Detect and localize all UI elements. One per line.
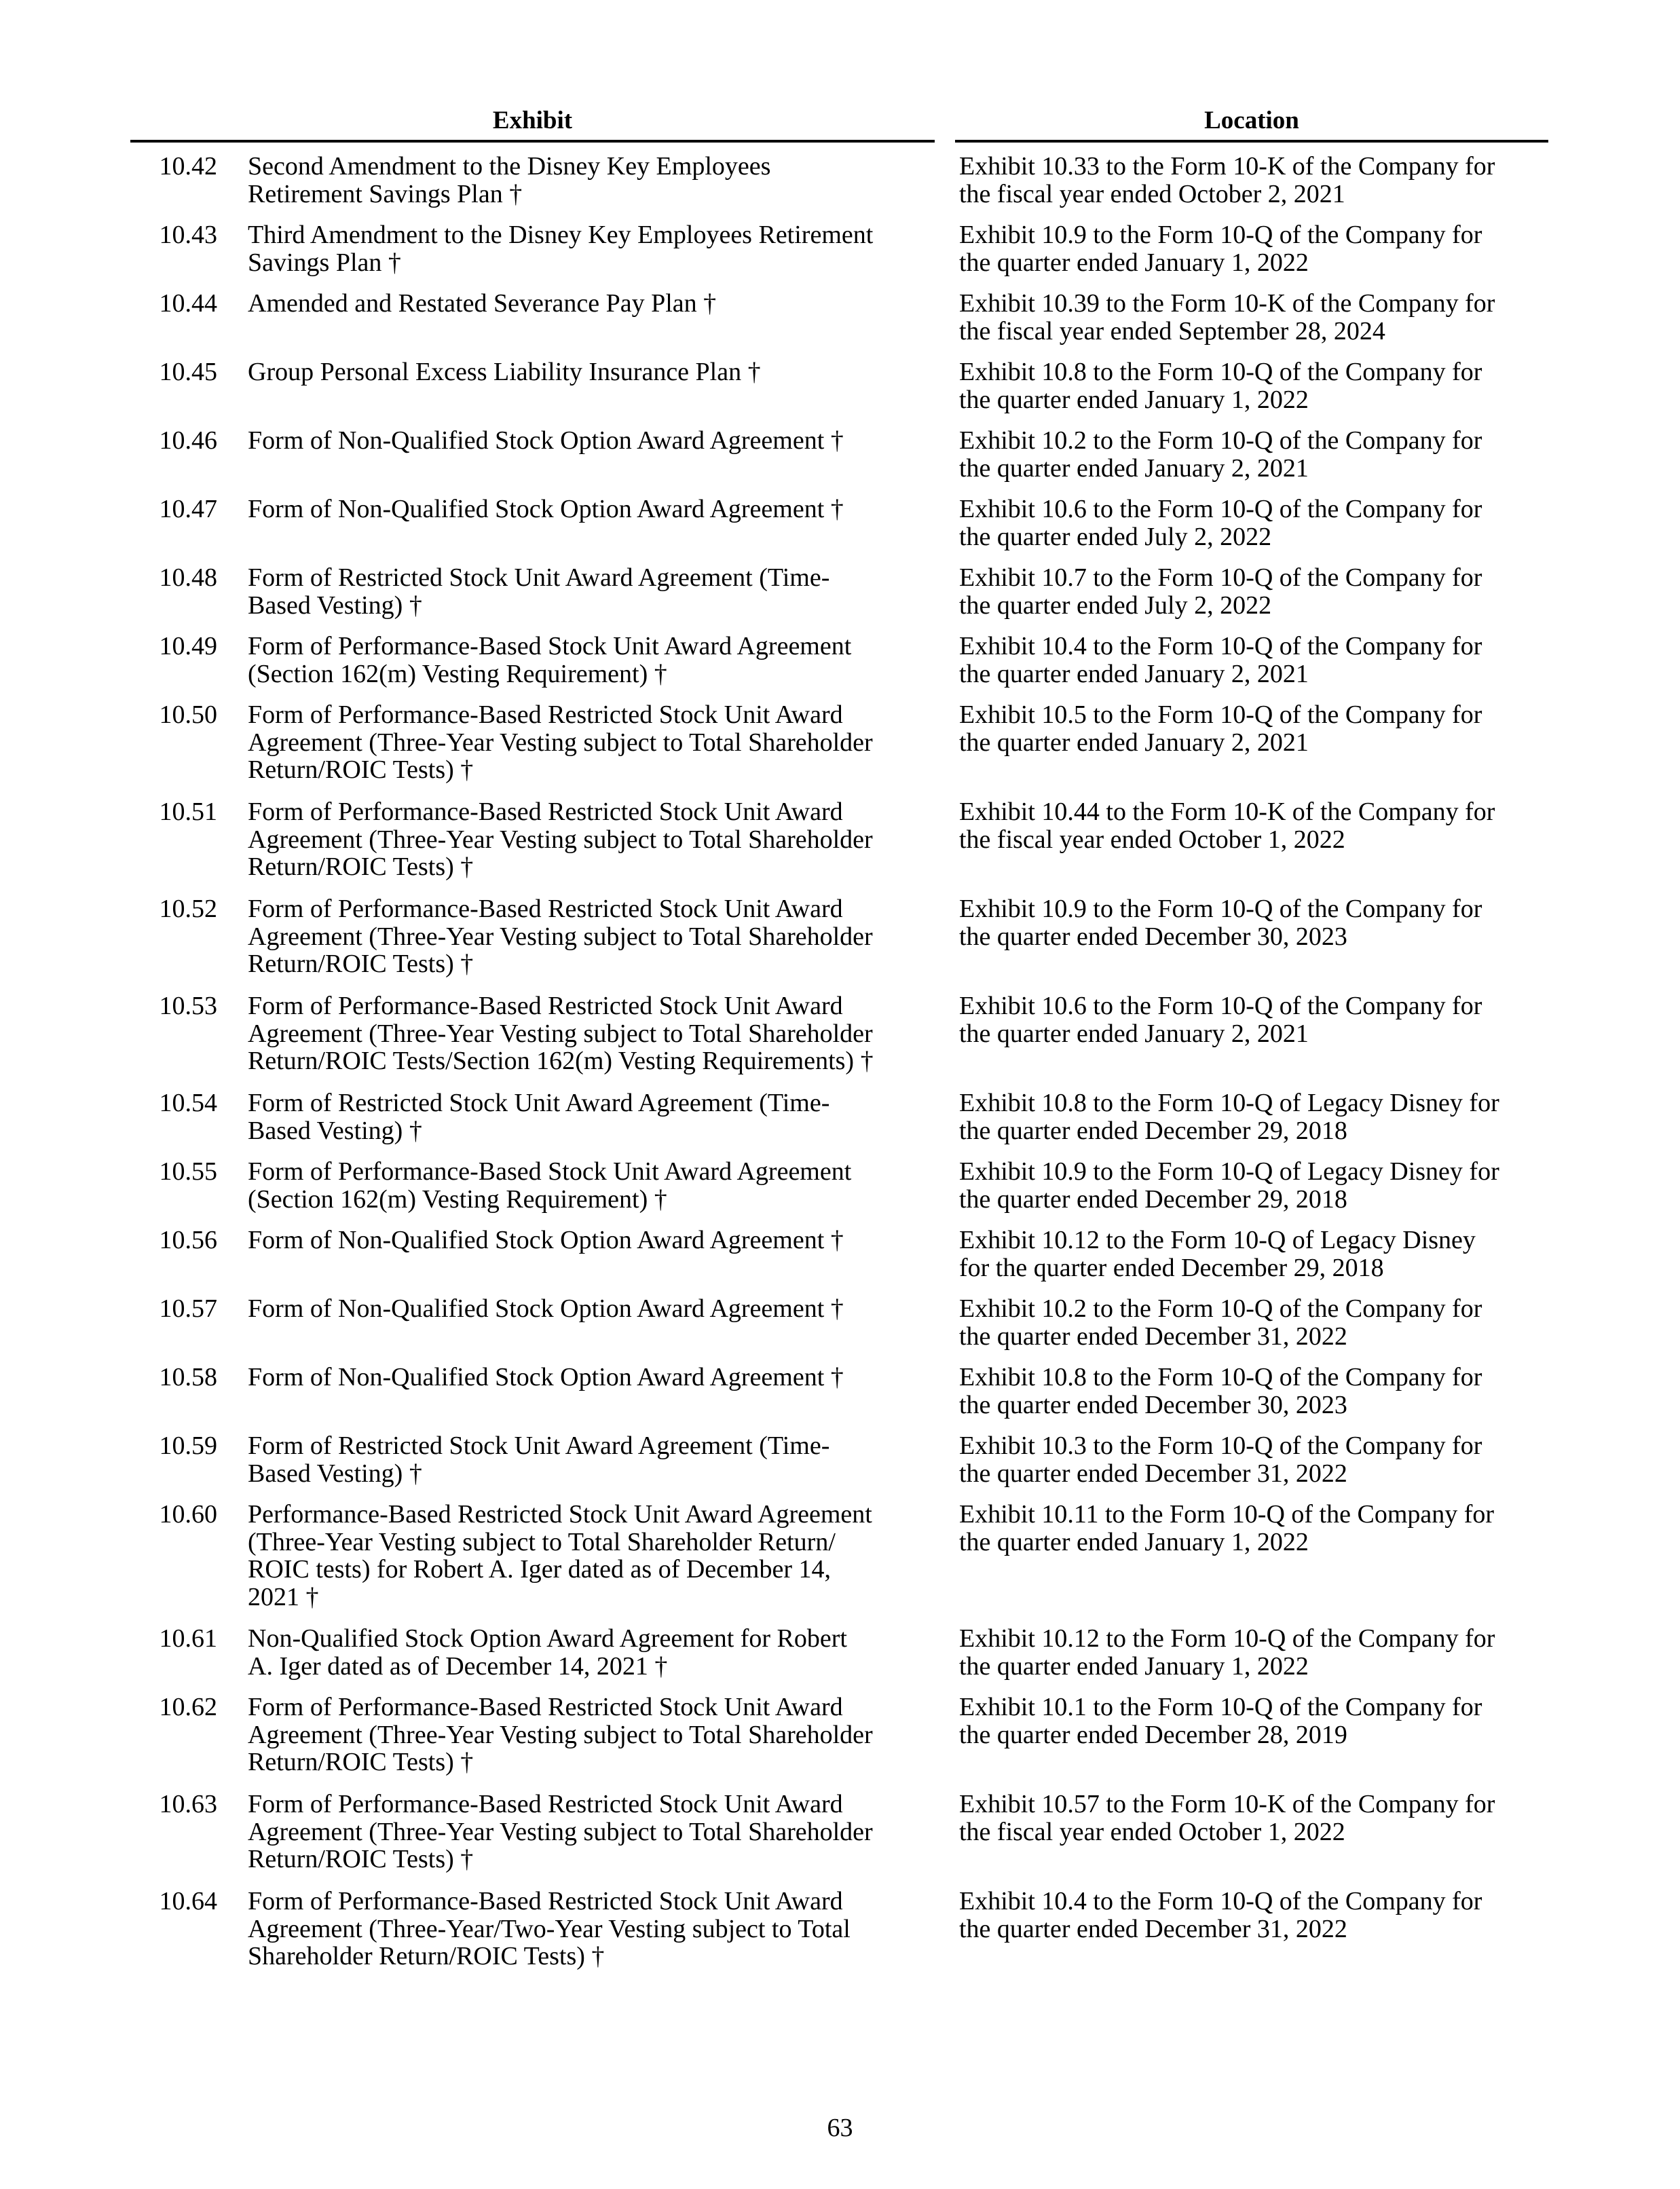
- location-line: the quarter ended December 31, 2022: [959, 1322, 1347, 1351]
- description-line: Return/ROIC Tests) †: [248, 1845, 474, 1873]
- description-line: Form of Performance-Based Restricted Stock Unit Award: [248, 700, 843, 729]
- exhibit-description: [248, 1432, 940, 1487]
- exhibit-number: 10.59: [159, 1432, 217, 1460]
- description-line: Savings Plan †: [248, 248, 401, 277]
- exhibit-location: [959, 1625, 1556, 1680]
- exhibit-number: 10.55: [159, 1157, 217, 1186]
- exhibit-number: 10.50: [159, 700, 217, 729]
- exhibit-location: [959, 495, 1556, 550]
- exhibit-location: [959, 701, 1556, 756]
- header-rule-exhibit: [130, 140, 935, 143]
- description-line: Group Personal Excess Liability Insurance Plan †: [248, 358, 761, 386]
- location-line: Exhibit 10.4 to the Form 10-Q of the Company for: [959, 632, 1482, 660]
- description-line: Based Vesting) †: [248, 591, 422, 620]
- location-line: Exhibit 10.1 to the Form 10-Q of the Company for: [959, 1693, 1482, 1721]
- description-line: Based Vesting) †: [248, 1459, 422, 1488]
- location-line: Exhibit 10.7 to the Form 10-Q of the Company for: [959, 563, 1482, 592]
- description-line: (Section 162(m) Vesting Requirement) †: [248, 659, 667, 688]
- exhibit-number: 10.46: [159, 426, 217, 455]
- exhibit-number: 10.51: [159, 798, 217, 826]
- location-line: Exhibit 10.44 to the Form 10-K of the Company for: [959, 798, 1495, 826]
- description-line: Return/ROIC Tests) †: [248, 755, 474, 784]
- exhibit-number: 10.54: [159, 1089, 217, 1117]
- location-line: Exhibit 10.33 to the Form 10-K of the Company for: [959, 152, 1495, 181]
- location-line: Exhibit 10.4 to the Form 10-Q of the Company for: [959, 1887, 1482, 1915]
- location-line: Exhibit 10.39 to the Form 10-K of the Company for: [959, 289, 1495, 318]
- location-line: Exhibit 10.5 to the Form 10-Q of the Company for: [959, 700, 1482, 729]
- exhibit-location: [959, 1888, 1556, 1943]
- exhibit-location: [959, 153, 1556, 208]
- exhibit-description: [248, 1295, 940, 1323]
- exhibit-description: [248, 701, 940, 784]
- location-line: Exhibit 10.12 to the Form 10-Q of Legacy Disney: [959, 1226, 1476, 1254]
- description-line: 2021 †: [248, 1582, 319, 1611]
- exhibit-location: [959, 992, 1556, 1047]
- location-line: Exhibit 10.3 to the Form 10-Q of the Company for: [959, 1432, 1482, 1460]
- exhibit-location: [959, 1364, 1556, 1419]
- location-line: the quarter ended December 31, 2022: [959, 1459, 1347, 1488]
- exhibit-location: [959, 1432, 1556, 1487]
- description-line: Form of Performance-Based Restricted Stock Unit Award: [248, 895, 843, 923]
- exhibit-description: [248, 1888, 940, 1970]
- exhibit-location: [959, 1295, 1556, 1350]
- exhibit-description: [248, 1227, 940, 1254]
- location-line: Exhibit 10.11 to the Form 10-Q of the Company for: [959, 1500, 1495, 1529]
- location-line: the quarter ended December 30, 2023: [959, 922, 1347, 951]
- description-line: Form of Performance-Based Restricted Stock Unit Award: [248, 1790, 843, 1818]
- description-line: Third Amendment to the Disney Key Employees Retirement: [248, 221, 874, 249]
- column-header-location: Location: [1204, 107, 1299, 134]
- exhibit-location: [959, 1694, 1556, 1748]
- exhibit-number: 10.48: [159, 563, 217, 592]
- description-line: Form of Performance-Based Restricted Stock Unit Award: [248, 1887, 843, 1915]
- location-line: the fiscal year ended October 1, 2022: [959, 1817, 1345, 1846]
- exhibit-location: [959, 564, 1556, 619]
- location-line: the quarter ended July 2, 2022: [959, 522, 1272, 551]
- description-line: Return/ROIC Tests) †: [248, 1748, 474, 1776]
- description-line: Form of Performance-Based Restricted Stock Unit Award: [248, 1693, 843, 1721]
- description-line: Return/ROIC Tests) †: [248, 950, 474, 978]
- exhibit-number: 10.53: [159, 992, 217, 1020]
- exhibit-location: [959, 1089, 1556, 1144]
- description-line: Agreement (Three-Year Vesting subject to Total Shareholder: [248, 922, 873, 951]
- header-rule-location: [955, 140, 1548, 143]
- exhibit-description: [248, 895, 940, 978]
- exhibit-description: [248, 427, 940, 455]
- description-line: Non-Qualified Stock Option Award Agreement for Robert: [248, 1624, 847, 1653]
- exhibit-location: [959, 1227, 1556, 1281]
- description-line: Agreement (Three-Year/Two-Year Vesting subject to Total: [248, 1914, 851, 1943]
- description-line: Agreement (Three-Year Vesting subject to Total Shareholder: [248, 1720, 873, 1749]
- description-line: Form of Non-Qualified Stock Option Award Agreement †: [248, 1226, 844, 1254]
- description-line: Form of Restricted Stock Unit Award Agreement (Time-: [248, 1089, 830, 1117]
- description-line: Form of Restricted Stock Unit Award Agreement (Time-: [248, 1432, 830, 1460]
- description-line: Retirement Savings Plan †: [248, 179, 523, 208]
- location-line: Exhibit 10.2 to the Form 10-Q of the Company for: [959, 426, 1482, 455]
- exhibit-description: [248, 564, 940, 619]
- exhibit-description: [248, 1089, 940, 1144]
- exhibit-description: [248, 992, 940, 1075]
- description-line: Agreement (Three-Year Vesting subject to Total Shareholder: [248, 1019, 873, 1048]
- location-line: the quarter ended December 31, 2022: [959, 1914, 1347, 1943]
- exhibit-number: 10.58: [159, 1363, 217, 1391]
- location-line: the quarter ended December 29, 2018: [959, 1116, 1347, 1145]
- description-line: Agreement (Three-Year Vesting subject to Total Shareholder: [248, 728, 873, 757]
- exhibit-number: 10.42: [159, 152, 217, 181]
- location-line: the quarter ended January 1, 2022: [959, 385, 1309, 414]
- exhibit-description: [248, 1364, 940, 1391]
- description-line: Form of Performance-Based Restricted Stock Unit Award: [248, 992, 843, 1020]
- location-line: the quarter ended July 2, 2022: [959, 591, 1272, 620]
- exhibit-location: [959, 427, 1556, 482]
- exhibit-description: [248, 1625, 940, 1680]
- location-line: the fiscal year ended September 28, 2024: [959, 316, 1385, 345]
- location-line: for the quarter ended December 29, 2018: [959, 1253, 1384, 1282]
- exhibit-location: [959, 290, 1556, 345]
- location-line: Exhibit 10.8 to the Form 10-Q of the Company for: [959, 1363, 1482, 1391]
- exhibit-number: 10.63: [159, 1790, 217, 1818]
- description-line: (Three-Year Vesting subject to Total Shareholder Return/: [248, 1527, 836, 1556]
- exhibit-location: [959, 633, 1556, 688]
- exhibit-number: 10.45: [159, 358, 217, 386]
- description-line: Form of Performance-Based Stock Unit Award Agreement: [248, 1157, 852, 1186]
- description-line: Based Vesting) †: [248, 1116, 422, 1145]
- column-header-exhibit: Exhibit: [492, 107, 573, 134]
- description-line: A. Iger dated as of December 14, 2021 †: [248, 1651, 668, 1681]
- location-line: the quarter ended January 2, 2021: [959, 728, 1309, 757]
- description-line: ROIC tests) for Robert A. Iger dated as of December 14,: [248, 1555, 831, 1584]
- location-line: Exhibit 10.2 to the Form 10-Q of the Company for: [959, 1294, 1482, 1323]
- description-line: Return/ROIC Tests/Section 162(m) Vesting Requirements) †: [248, 1047, 874, 1075]
- description-line: Shareholder Return/ROIC Tests) †: [248, 1942, 605, 1970]
- location-line: Exhibit 10.12 to the Form 10-Q of the Company for: [959, 1624, 1495, 1653]
- exhibit-number: 10.64: [159, 1887, 217, 1915]
- description-line: Form of Non-Qualified Stock Option Award Agreement †: [248, 426, 844, 455]
- exhibit-number: 10.44: [159, 289, 217, 318]
- location-line: Exhibit 10.57 to the Form 10-K of the Company for: [959, 1790, 1495, 1818]
- location-line: Exhibit 10.9 to the Form 10-Q of the Company for: [959, 221, 1482, 249]
- exhibit-description: [248, 1791, 940, 1873]
- description-line: Second Amendment to the Disney Key Employees: [248, 152, 771, 181]
- exhibit-description: [248, 633, 940, 688]
- description-line: Form of Non-Qualified Stock Option Award Agreement †: [248, 1363, 844, 1391]
- description-line: Return/ROIC Tests) †: [248, 853, 474, 881]
- exhibit-number: 10.61: [159, 1624, 217, 1653]
- description-line: Performance-Based Restricted Stock Unit Award Agreement: [248, 1500, 872, 1529]
- description-line: Agreement (Three-Year Vesting subject to Total Shareholder: [248, 1817, 873, 1846]
- exhibit-description: [248, 1158, 940, 1213]
- location-line: the fiscal year ended October 2, 2021: [959, 179, 1345, 208]
- location-line: the quarter ended December 29, 2018: [959, 1184, 1347, 1214]
- location-line: the quarter ended December 28, 2019: [959, 1720, 1347, 1749]
- exhibit-number: 10.52: [159, 895, 217, 923]
- exhibit-location: [959, 1158, 1556, 1213]
- exhibit-number: 10.60: [159, 1500, 217, 1529]
- location-line: the quarter ended January 2, 2021: [959, 659, 1309, 688]
- exhibit-description: [248, 358, 940, 386]
- exhibit-location: [959, 221, 1556, 276]
- exhibit-number: 10.47: [159, 495, 217, 523]
- exhibit-description: [248, 221, 940, 276]
- description-line: Form of Non-Qualified Stock Option Award Agreement †: [248, 1294, 844, 1323]
- description-line: Form of Performance-Based Stock Unit Award Agreement: [248, 632, 852, 660]
- exhibit-description: [248, 495, 940, 523]
- location-line: the fiscal year ended October 1, 2022: [959, 825, 1345, 854]
- location-line: the quarter ended January 1, 2022: [959, 248, 1309, 277]
- location-line: Exhibit 10.9 to the Form 10-Q of Legacy Disney for: [959, 1157, 1499, 1186]
- exhibit-description: [248, 1694, 940, 1776]
- exhibit-number: 10.49: [159, 632, 217, 660]
- exhibit-location: [959, 1501, 1556, 1556]
- location-line: Exhibit 10.8 to the Form 10-Q of Legacy Disney for: [959, 1089, 1499, 1117]
- location-line: Exhibit 10.6 to the Form 10-Q of the Company for: [959, 495, 1482, 523]
- location-line: Exhibit 10.8 to the Form 10-Q of the Company for: [959, 358, 1482, 386]
- description-line: Form of Non-Qualified Stock Option Award Agreement †: [248, 495, 844, 523]
- description-line: Form of Performance-Based Restricted Stock Unit Award: [248, 798, 843, 826]
- location-line: the quarter ended January 2, 2021: [959, 1019, 1309, 1048]
- location-line: the quarter ended December 30, 2023: [959, 1390, 1347, 1419]
- description-line: Agreement (Three-Year Vesting subject to Total Shareholder: [248, 825, 873, 854]
- location-line: Exhibit 10.6 to the Form 10-Q of the Company for: [959, 992, 1482, 1020]
- exhibit-description: [248, 153, 940, 208]
- location-line: the quarter ended January 1, 2022: [959, 1651, 1309, 1681]
- exhibit-number: 10.57: [159, 1294, 217, 1323]
- description-line: Amended and Restated Severance Pay Plan †: [248, 289, 717, 318]
- description-line: (Section 162(m) Vesting Requirement) †: [248, 1184, 667, 1214]
- exhibit-number: 10.56: [159, 1226, 217, 1254]
- page-number: 63: [827, 2114, 853, 2142]
- exhibit-description: [248, 290, 940, 318]
- exhibit-location: [959, 798, 1556, 853]
- location-line: the quarter ended January 1, 2022: [959, 1527, 1309, 1556]
- exhibit-description: [248, 1501, 940, 1611]
- exhibit-location: [959, 895, 1556, 950]
- description-line: Form of Restricted Stock Unit Award Agreement (Time-: [248, 563, 830, 592]
- exhibit-description: [248, 798, 940, 881]
- location-line: the quarter ended January 2, 2021: [959, 453, 1309, 483]
- exhibit-location: [959, 358, 1556, 413]
- exhibit-location: [959, 1791, 1556, 1846]
- location-line: Exhibit 10.9 to the Form 10-Q of the Company for: [959, 895, 1482, 923]
- exhibit-number: 10.62: [159, 1693, 217, 1721]
- exhibit-number: 10.43: [159, 221, 217, 249]
